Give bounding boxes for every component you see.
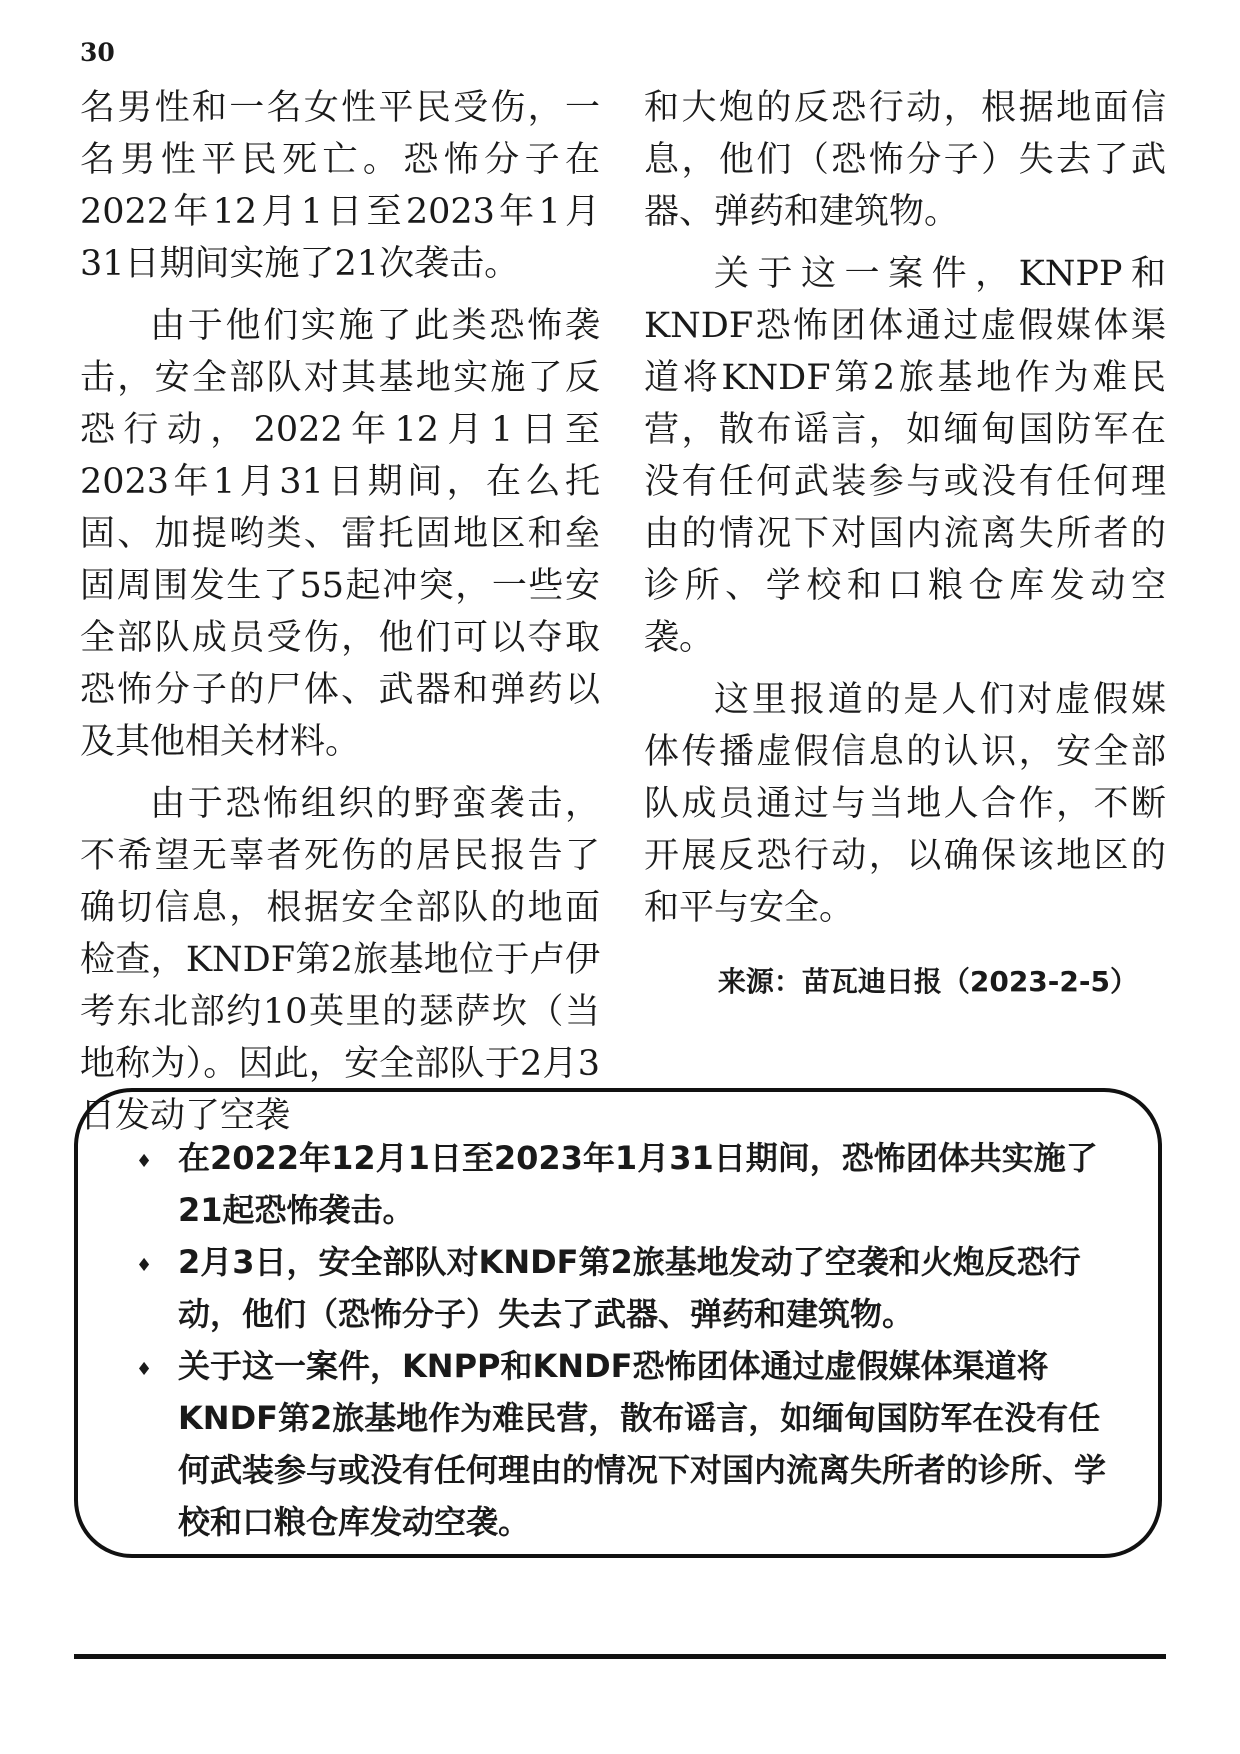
right-column <box>644 82 1166 1018</box>
summary-item-text: 关于这一案件，KNPP和KNDF恐怖团体通过虚假媒体渠道将KNDF第2旅基地作为难民营，散布谣言，如缅甸国防军在没有任何武装参与或没有任何理由的情况下对国内流离失所者的诊所、学校和口粮仓库发动空袭。 <box>178 1347 1107 1541</box>
summary-item <box>136 1132 1124 1236</box>
left-column <box>80 82 600 1152</box>
paragraph: 这里报道的是人们对虚假媒体传播虚假信息的认识，安全部队成员通过与当地人合作，不断开展反恐行动，以确保该地区的和平与安全。 <box>644 680 1166 928</box>
paragraph: 名男性和一名女性平民受伤，一名男性平民死亡。恐怖分子在2022年12月1日至2023年1月31日期间实施了21次袭击。 <box>80 88 600 284</box>
paragraph: 和大炮的反恐行动，根据地面信息，他们（恐怖分子）失去了武器、弹药和建筑物。 <box>644 88 1166 232</box>
summary-item <box>136 1340 1124 1548</box>
source-citation: 来源：苗瓦迪日报（2023-2-5） <box>717 965 1138 998</box>
summary-item-text: 2月3日，安全部队对KNDF第2旅基地发动了空袭和火炮反恐行动，他们（恐怖分子）失去了武器、弹药和建筑物。 <box>178 1243 1081 1333</box>
paragraph: 由于他们实施了此类恐怖袭击，安全部队对其基地实施了反恐行动，2022年12月1日至2023年1月31日期间，在么托固、加提哟类、雷托固地区和垒固周围发生了55起冲突，一些安全部队成员受伤，他们可以夺取恐怖分子的尸体、武器和弹药以及其他相关材料。 <box>80 306 600 762</box>
summary-box <box>74 1088 1162 1558</box>
summary-list <box>78 1092 1158 1548</box>
diamond-bullet-icon: ♦ <box>136 1151 153 1172</box>
summary-item <box>136 1236 1124 1340</box>
page-number: 30 <box>80 38 115 67</box>
paragraph: 由于恐怖组织的野蛮袭击，不希望无辜者死伤的居民报告了确切信息，根据安全部队的地面检查，KNDF第2旅基地位于卢伊考东北部约10英里的瑟萨坎（当地称为）。因此，安全部队于2月3日发动了空袭 <box>80 784 600 1136</box>
summary-item-text: 在2022年12月1日至2023年1月31日期间，恐怖团体共实施了21起恐怖袭击。 <box>178 1139 1098 1229</box>
diamond-bullet-icon: ♦ <box>136 1255 153 1276</box>
paragraph: 关于这一案件，KNPP和KNDF恐怖团体通过虚假媒体渠道将KNDF第2旅基地作为难民营，散布谣言，如缅甸国防军在没有任何武装参与或没有任何理由的情况下对国内流离失所者的诊所、学校和口粮仓库发动空袭。 <box>644 254 1166 658</box>
bottom-rule <box>74 1654 1166 1659</box>
diamond-bullet-icon: ♦ <box>136 1359 153 1380</box>
